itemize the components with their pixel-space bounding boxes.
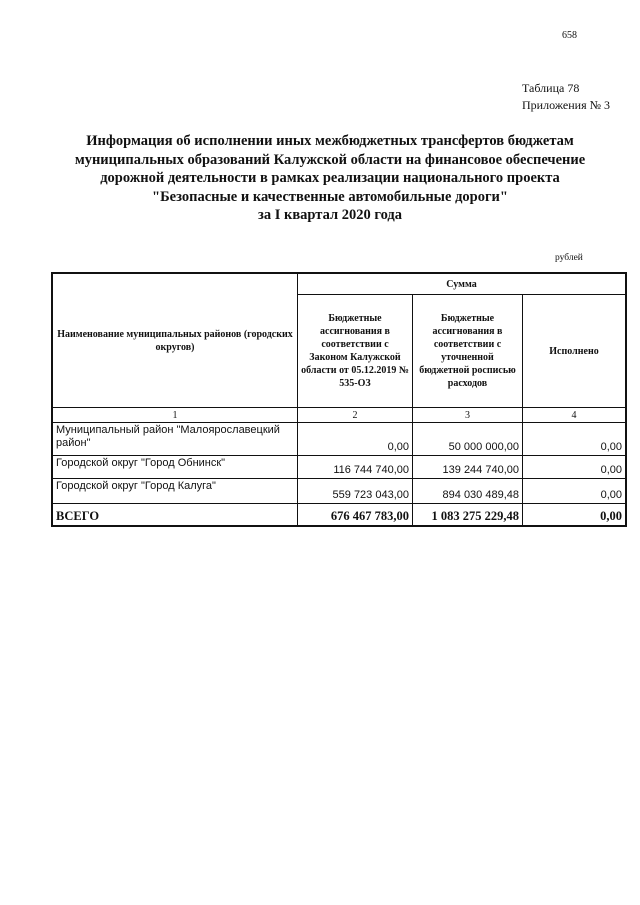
revised-allocation-value: 50 000 000,00 (413, 423, 523, 456)
header-name: Наименование муниципальных районов (городских округов) (53, 274, 298, 408)
header-col4: Исполнено (523, 295, 626, 408)
title-line5: за I квартал 2020 года (258, 207, 402, 223)
title-line3: дорожной деятельности в рамках реализации национального проекта (100, 170, 560, 186)
currency-unit: рублей (555, 253, 583, 263)
law-allocation-value: 116 744 740,00 (298, 456, 413, 479)
header-sum: Сумма (298, 274, 626, 295)
total-law-allocation: 676 467 783,00 (298, 504, 413, 526)
total-executed: 0,00 (523, 504, 626, 526)
column-number: 1 (53, 408, 298, 423)
revised-allocation-value: 139 244 740,00 (413, 456, 523, 479)
title-line1: Информация об исполнении иных межбюджетных трансфертов бюджетам (86, 133, 574, 149)
total-revised-allocation: 1 083 275 229,48 (413, 504, 523, 526)
district-name: Муниципальный район "Малоярославецкий район" (53, 423, 298, 456)
executed-value: 0,00 (523, 456, 626, 479)
column-number: 3 (413, 408, 523, 423)
total-row (53, 504, 626, 526)
district-name: Городской округ "Город Калуга" (53, 479, 298, 504)
table-row (53, 479, 626, 504)
page-number: 658 (562, 30, 577, 41)
table-row (53, 423, 626, 456)
total-label: ВСЕГО (53, 504, 298, 526)
table-row (53, 456, 626, 479)
table-ref-line2: Приложения № 3 (522, 98, 611, 112)
table-reference (522, 80, 610, 114)
law-allocation-value: 559 723 043,00 (298, 479, 413, 504)
report-table (52, 273, 626, 526)
executed-value: 0,00 (523, 479, 626, 504)
table-ref-line1: Таблица 78 (522, 81, 580, 95)
header-col3: Бюджетные ассигнования в соответствии с уточненной бюджетной росписью расходов (413, 295, 523, 408)
column-number: 2 (298, 408, 413, 423)
header-row-1 (53, 274, 626, 295)
column-number-row (53, 408, 626, 423)
executed-value: 0,00 (523, 423, 626, 456)
title-line2: муниципальных образований Калужской области на финансовое обеспечение (74, 151, 586, 168)
district-name: Городской округ "Город Обнинск" (53, 456, 298, 479)
law-allocation-value: 0,00 (298, 423, 413, 456)
header-col2: Бюджетные ассигнования в соответствии с Законом Калужской области от 05.12.2019 № 535-ОЗ (298, 295, 413, 408)
revised-allocation-value: 894 030 489,48 (413, 479, 523, 504)
document-title (20, 132, 640, 225)
title-line4: "Безопасные и качественные автомобильные дороги" (152, 188, 508, 205)
column-number: 4 (523, 408, 626, 423)
